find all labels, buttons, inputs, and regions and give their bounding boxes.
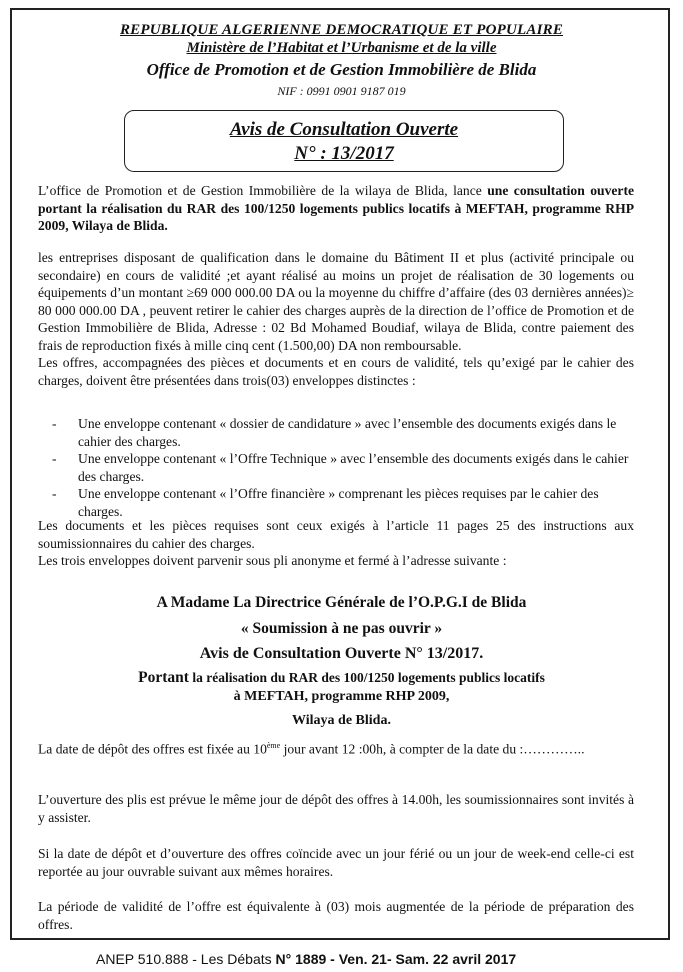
footer-issue: N° 1889 - Ven. 21- Sam. 22 avril 2017 (275, 951, 517, 967)
documents-paragraph (38, 517, 634, 570)
address-notice-ref: Avis de Consultation Ouverte N° 13/2017. (199, 645, 484, 662)
header-nif: NIF : 0991 0901 9187 019 (277, 84, 406, 98)
header-office: Office de Promotion et de Gestion Immobilière de Blida (146, 60, 537, 79)
address-subject-rest: la réalisation du RAR des 100/1250 logements publics locatifs (188, 670, 545, 685)
validity-paragraph: La période de validité de l’offre est équivalente à (03) mois augmentée de la période de préparation des offres. (38, 899, 634, 932)
address-subject (0, 669, 683, 687)
lead-bold-text: une consultation ouverte portant la réalisation du RAR des 100/1250 logements publics locatifs à MEFTAH, programme RHP 2009, Wilaya de Blida. (38, 183, 634, 233)
list-item: - Une enveloppe contenant « l’Offre Technique » avec l’ensemble des documents exigés dans le cahier des charges. (52, 450, 632, 485)
address-subject-lead: Portant (138, 669, 189, 686)
offers-text: Les offres, accompagnées des pièces et documents et en cours de validité, tels qu’exigé par le cahier des charges, doivent être présentées dans trois(03) enveloppes distinctes : (38, 355, 634, 388)
documents-text: Les documents et les pièces requises sont ceux exigés à l’article 11 pages 25 des instructions aux soumissionnaires du cahier des charges. (38, 518, 634, 551)
footer-publication (96, 951, 516, 967)
list-item: - Une enveloppe contenant « l’Offre financière » comprenant les pièces requises par le cahier des charges. (52, 485, 632, 520)
notice-title: Avis de Consultation Ouverte (229, 119, 459, 140)
address-do-not-open: « Soumission à ne pas ouvrir » (240, 620, 443, 637)
deposit-date-rest: jour avant 12 :00h, à compter de la date du :………….. (280, 741, 585, 757)
holiday-paragraph: Si la date de dépôt et d’ouverture des offres coïncide avec un jour férié ou un jour de week-end celle-ci est reportée au jour ouvrable suivant aux mêmes horaires. (38, 846, 634, 879)
address-recipient: A Madame La Directrice Générale de l’O.P.G.I de Blida (156, 594, 527, 611)
notice-title-box (124, 110, 564, 172)
deposit-date-text: La date de dépôt des offres est fixée au 10 (38, 741, 267, 757)
eligibility-text: les entreprises disposant de qualification dans le domaine du Bâtiment II et plus (activité principale ou secondaire) en cours de validité ;et ayant réalisé au moins un projet de réalisation de 30 logements ou équipements d’un montant ≥69 000 000.00 DA ou la moyenne du chiffre d’affaire (des 03 dernières années)≥ 80 000 000.00 DA , peuvent retirer le cahier des charges auprès de la direction de l’office de Promotion et de Gestion Immobilière de Blida, Adresse : 02 Bd Mohamed Boudiaf, wilaya de Blida, contre paiement des frais de reproduction fixés à mille cinq cent (1.500,00) DA non remboursable. (38, 250, 634, 353)
deposit-date-sup: ème (266, 741, 281, 750)
eligibility-paragraph (38, 249, 634, 389)
address-wilaya: Wilaya de Blida. (292, 713, 391, 728)
envelopes-list (52, 415, 632, 520)
deposit-date-paragraph (38, 737, 634, 758)
footer-source: ANEP 510.888 - Les Débats (96, 951, 276, 967)
header-ministry: Ministère de l’Habitat et l’Urbanisme et de la ville (186, 40, 497, 56)
lead-text: L’office de Promotion et de Gestion Immobilière de la wilaya de Blida, lance (38, 183, 488, 198)
opening-paragraph: L’ouverture des plis est prévue le même jour de dépôt des offres à 14.00h, les soumissionnaires sont invités à y assister. (38, 792, 634, 825)
notice-number: N° : 13/2017 (294, 143, 394, 164)
envelopes-send-text: Les trois enveloppes doivent parvenir sous pli anonyme et fermé à l’adresse suivante : (38, 553, 507, 568)
lead-paragraph (38, 182, 634, 235)
address-location: à MEFTAH, programme RHP 2009, (233, 689, 450, 704)
header-republic: REPUBLIQUE ALGERIENNE DEMOCRATIQUE ET POPULAIRE (119, 22, 564, 38)
list-item: - Une enveloppe contenant « dossier de candidature » avec l’ensemble des documents exigés dans le cahier des charges. (52, 415, 632, 450)
